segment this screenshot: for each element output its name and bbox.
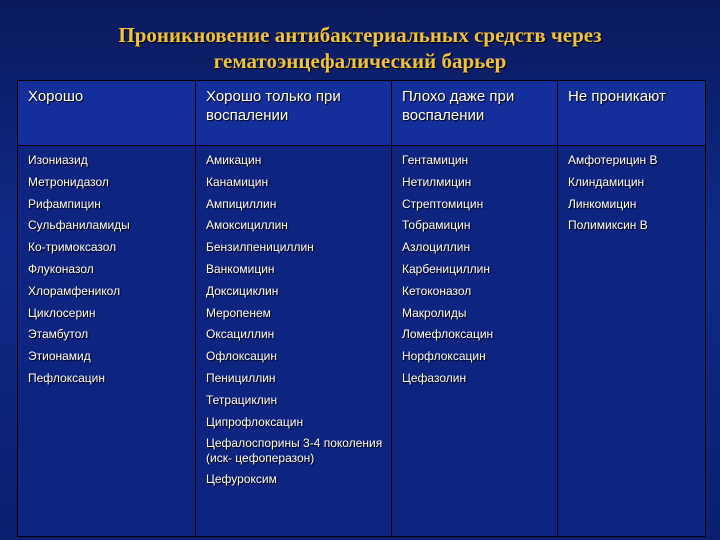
drug-item: Сульфаниламиды	[28, 218, 130, 233]
drug-item: Тетрациклин	[206, 392, 278, 407]
drug-item: Оксациллин	[206, 327, 275, 342]
drug-item: Циклосерин	[28, 305, 96, 320]
drug-item: Рифампицин	[28, 196, 101, 211]
drug-item: Доксициклин	[206, 283, 279, 298]
drug-item: Ломефлоксацин	[402, 327, 494, 342]
drug-item: Гентамицин	[402, 153, 469, 167]
drug-item: Цефазолин	[402, 370, 467, 385]
drug-item: Хлорамфеникол	[28, 283, 121, 298]
drug-item: Нетилмицин	[402, 174, 472, 189]
drug-item: Макролиды	[402, 305, 467, 320]
drug-item: Карбенициллин	[402, 261, 490, 276]
drug-item: Изониазид	[28, 153, 88, 167]
drug-item: Ванкомицин	[206, 261, 275, 276]
drug-item: Меропенем	[206, 305, 271, 320]
column-good	[18, 146, 196, 537]
drug-item: Пефлоксацин	[28, 370, 105, 385]
drug-item: Этамбутол	[28, 327, 89, 342]
drug-item: Ципрофлоксацин	[206, 414, 304, 429]
header-good-only-with-inflammation: Хорошо только при воспалении	[196, 81, 392, 146]
header-good: Хорошо	[18, 81, 196, 146]
drug-item: Офлоксацин	[206, 349, 278, 364]
drug-item: Норфлоксацин	[402, 349, 486, 364]
slide-title-line-2: гематоэнцефалический барьер	[213, 49, 507, 73]
drug-item: Ампициллин	[206, 196, 277, 211]
drug-item: Амикацин	[206, 153, 262, 167]
drug-item: Азлоциллин	[402, 240, 471, 255]
drug-item: Кетоконазол	[402, 283, 472, 298]
table-body-row	[18, 146, 706, 537]
drug-item: Флуконазол	[28, 261, 94, 276]
drug-item: Стрептомицин	[402, 196, 484, 211]
drug-item: Метронидазол	[28, 174, 109, 189]
drug-item: Линкомицин	[568, 196, 637, 211]
column-good-only-with-inflammation	[196, 146, 392, 537]
table-header-row	[18, 81, 706, 146]
drug-item: Цефуроксим	[206, 472, 277, 487]
drug-item: Тобрамицин	[402, 218, 471, 233]
drug-item: Канамицин	[206, 174, 269, 189]
drug-item: Этионамид	[28, 349, 91, 364]
slide-title-line-1: Проникновение антибактериальных средств через	[118, 23, 602, 47]
column-poor-even-with-inflammation	[392, 146, 558, 537]
drug-item: Цефалоспорины 3-4 поколения (иск- цефоперазон)	[206, 436, 383, 466]
drug-item: Пенициллин	[206, 370, 276, 385]
drug-item: Амоксициллин	[206, 218, 288, 233]
drug-item: Ко-тримоксазол	[28, 240, 117, 255]
slide-title	[0, 22, 720, 74]
header-do-not-penetrate: Не проникают	[558, 81, 706, 146]
column-do-not-penetrate	[558, 146, 706, 537]
header-poor-even-with-inflammation: Плохо даже при воспалении	[392, 81, 558, 146]
drug-item: Полимиксин В	[568, 218, 648, 233]
drug-item: Клиндамицин	[568, 174, 645, 189]
drug-item: Амфотерицин В	[568, 153, 658, 167]
drug-item: Бензилпенициллин	[206, 240, 314, 255]
bbb-penetration-table	[17, 80, 706, 537]
